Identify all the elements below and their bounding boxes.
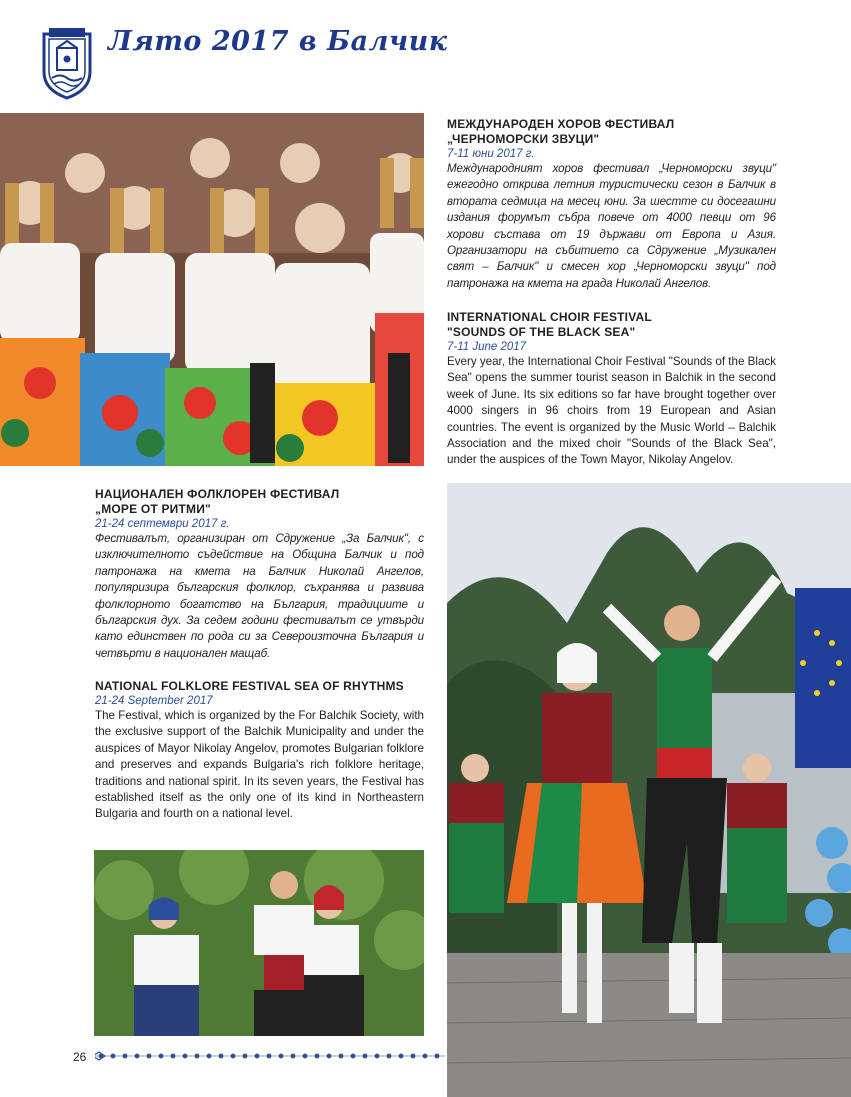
choir-bg-title-line2: „ЧЕРНОМОРСКИ ЗВУЦИ": [447, 132, 600, 146]
choir-en-title-line1: INTERNATIONAL CHOIR FESTIVAL: [447, 310, 652, 324]
balchik-crest-logo: [40, 26, 94, 100]
page-header-title: Лято 2017 в Балчик: [108, 26, 448, 57]
folk-bg-date: 21-24 септември 2017 г.: [95, 518, 230, 530]
page-number: 26: [73, 1050, 87, 1064]
folk-en-body: The Festival, which is organized by the For Balchik Society, with the exclusive support of the Balchik Municipality and under the auspices of Mayor Nikolay Angelov, promotes Bulgarian folklore and preserves and expands Bulgaria's rich folklore heritage, traditions and national spirit. In its seven years, the Festival has established itself as the only one of its kind in Northeastern Bulgaria and fourth on a national level.: [95, 709, 424, 821]
folk-en-title: NATIONAL FOLKLORE FESTIVAL SEA OF RHYTHMS: [95, 679, 404, 693]
choir-festival-en-section: [447, 310, 776, 469]
choir-bg-date: 7-11 юни 2017 г.: [447, 148, 535, 160]
folk-en-date: 21-24 September 2017: [95, 695, 213, 707]
folk-trio-photo: [94, 850, 424, 1036]
choir-festival-bg-section: [447, 117, 776, 292]
folk-bg-title-line1: НАЦИОНАЛЕН ФОЛКЛОРЕН ФЕСТИВАЛ: [95, 487, 340, 501]
choir-en-date: 7-11 June 2017: [447, 341, 527, 353]
folk-bg-title-line2: „МОРЕ ОТ РИТМИ": [95, 502, 211, 516]
choir-bg-title-line1: МЕЖДУНАРОДЕН ХОРОВ ФЕСТИВАЛ: [447, 117, 675, 131]
folk-bg-body: Фестивалът, организиран от Сдружение „За Балчик", с изключителното съдействие на Община Балчик и под патронажа на кмета на Балчик Николай Ангелов, популяризира българския фолклор, съхранява и развива фолклорното богатство на България, традициите и българския дух. За седем години фестивалът се утвърди като единствен по рода си за Североизточна България и четвърти в национален мащаб.: [95, 532, 424, 660]
choir-bg-body: Международният хоров фестивал „Черноморски звуци" ежегодно открива летния туристически сезон в Балчик в втората седмица на месец юни. За шестте си досегашни издания форумът събра повече от 4000 певци от 96 хорови състава от 19 държави от Европа и Азия. Организатори на събитието са Сдружение „Музикален свят – Балчик" и смесен хор „Черноморски звуци" под патронажа на кмета на града Николай Ангелов.: [447, 162, 776, 290]
choir-en-body: Every year, the International Choir Festival "Sounds of the Black Sea" opens the summer tourist season in Balchik in the second week of June. Its six editions so far have brought together over 4000 singers in 96 choirs from 19 European and Asian countries. The event is organized by the Music World – Balchik Association and the mixed choir "Sounds of the Black Sea", under the auspices of the Town Mayor, Nikolay Angelov.: [447, 355, 776, 467]
decorative-border-ornament: [95, 1049, 445, 1063]
choir-en-title-line2: "SOUNDS OF THE BLACK SEA": [447, 325, 636, 339]
folk-festival-en-section: [95, 679, 424, 823]
folk-dancers-photo: [447, 483, 851, 1097]
choir-girls-photo: [0, 113, 424, 466]
folk-festival-bg-section: [95, 487, 424, 662]
